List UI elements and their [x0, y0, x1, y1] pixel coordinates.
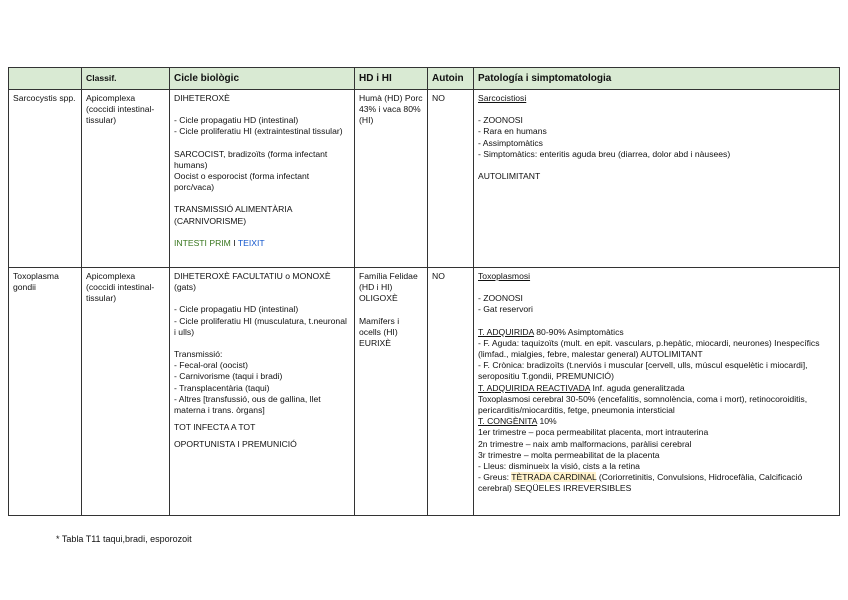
cycle-type: DIHETEROXÈ FACULTATIU o MONOXÈ (gats) — [174, 271, 331, 293]
hosts-cell: Família Felidae (HD i HI) OLIGOXÈ Mamífers i ocells (HI) EURIXÈ — [355, 268, 428, 516]
pathology-cell: Sarcocistiosi - ZOONOSI - Rara en humans - Assimptomàtics - Simptomàtics: enteritis aguda breu (diarrea, dolor abd i nàusees) AUTOLIMITANT — [474, 90, 840, 268]
cycle-type: DIHETEROXÈ — [174, 93, 230, 103]
classif-cell: Apicomplexa (coccidi intestinal-tissular) — [82, 90, 170, 268]
cycle-location: INTESTI PRIM I TEIXIT — [174, 237, 265, 248]
pathology-cell: Toxoplasmosi - ZOONOSI - Gat reservori T. ADQUIRIDA 80-90% Asimptomàtics - F. Aguda: taquizoïts (mult. en epit. vasculars, p.hepàtic, miocardi, neurones) Inespecífics (limfad., mialgies, febre, malestar general) AUTOLIMITANT - F. Crònica: bradizoïts (t.nerviós i muscular [cervell, ulls, múscul esquelètic i miocardi], seropositiu T.gondii, PREMUNICIÓ) T. ADQUIRIDA REACTIVADA Inf. aguda generalitzada Toxoplasmosi cerebral 30-50% (encefalitis, somnolència, coma i mort), retinocoroiditis, pericarditis/miocarditis, fetge, pneumonia intersticial T. CONGÈNITA 10% 1er trimestre – poca permeabilitat placenta, mort intrauterina 2n trimestre – naix amb malformacions, paràlisi cerebral 3r trimestre – molta permeabilitat de la placenta - Lleus: disminueix la visió, cists a la retina - Greus: TÈTRADA CARDINAL (Coriorretinitis, Convulsions, Hidrocefàlia, Calcificació cerebral) SEQÜELES IRREVERSIBLES — [474, 268, 840, 516]
cycle-oocist: Oocist o esporocist (forma infectant porc/vaca) — [174, 171, 310, 193]
header-pathology: Patología i simptomatologia — [474, 68, 840, 90]
header-hosts: HD i HI — [355, 68, 428, 90]
pathology-title: Toxoplasmosi — [478, 271, 531, 281]
header-species — [9, 68, 82, 90]
table-row — [9, 90, 840, 268]
cycle-cell: DIHETEROXÈ FACULTATIU o MONOXÈ (gats) - Cicle propagatiu HD (intestinal) - Cicle proliferatiu HI (musculatura, t.neuronal i ulls) Transmissió: - Fecal-oral (oocist) - Carnivorisme (taqui i bradi) - Transplacentària (taqui) - Altres [transfussió, ous de gallina, llet materna i trans. òrgans] TOT INFECTA A TOT OPORTUNISTA I PREMUNICIÓ — [170, 268, 355, 516]
hosts-cell: Humà (HD) Porc 43% i vaca 80% (HI) — [355, 90, 428, 268]
header-autoin: Autoin — [428, 68, 474, 90]
header-cycle: Cicle biològic — [170, 68, 355, 90]
table-header-row — [9, 68, 840, 90]
cycle-line: - Cicle proliferatiu HI (extraintestinal tissular) — [174, 126, 343, 137]
species-cell: Toxoplasma gondii — [9, 268, 82, 516]
classif-cell: Apicomplexa (coccidi intestinal-tissular) — [82, 268, 170, 516]
parasite-table — [8, 67, 840, 516]
table-row — [9, 268, 840, 516]
header-classif: Classif. — [82, 68, 170, 90]
cycle-sarcocist: SARCOCIST, bradizoïts (forma infectant humans) — [174, 148, 328, 170]
cycle-cell — [170, 90, 355, 268]
footnote: * Tabla T11 taqui,bradi, esporozoit — [56, 534, 192, 544]
autoin-cell: NO — [428, 268, 474, 516]
cycle-transmission: TRANSMISSIÓ ALIMENTÀRIA (CARNIVORISME) — [174, 204, 292, 226]
autoin-cell: NO — [428, 90, 474, 268]
highlighted-term: TÈTRADA CARDINAL — [511, 472, 597, 483]
pathology-title: Sarcocistiosi — [478, 93, 527, 103]
species-cell: Sarcocystis spp. — [9, 90, 82, 268]
cycle-line: - Cicle propagatiu HD (intestinal) — [174, 115, 299, 126]
